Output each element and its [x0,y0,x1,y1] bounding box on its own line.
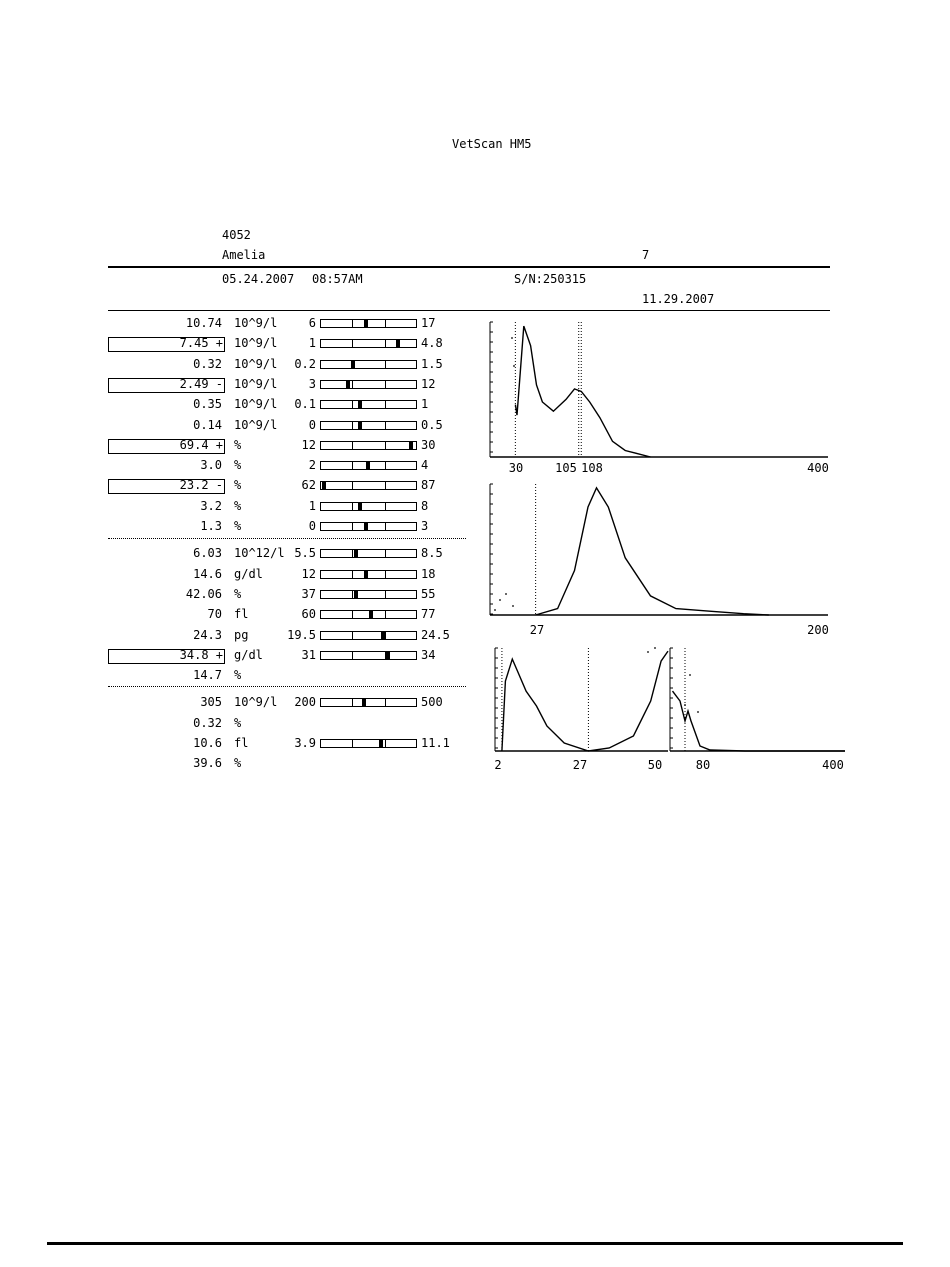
range-low: 12 [301,437,316,452]
result-unit: 10^9/l [234,417,278,432]
range-high: 12 [421,376,436,391]
result-unit: pg [234,627,249,642]
noise-dot [512,605,514,607]
noise-dot [697,711,699,713]
result-value: 34.8 + [179,647,223,662]
result-value: 10.6 [193,736,222,750]
serial-number: S/N:250315 [514,272,587,286]
result-unit: fl [234,736,249,750]
range-low: 3.9 [294,736,316,750]
x-tick-label: 200 [807,623,829,637]
x-tick-label: 400 [807,461,829,475]
range-low: 0 [308,519,316,533]
result-value: 2.49 - [179,376,223,391]
range-low: 12 [301,566,316,581]
result-value: 14.6 [193,566,222,581]
range-high: 8.5 [421,546,443,561]
result-value: 0.14 [193,417,222,432]
result-value: 3.2 [200,498,222,513]
range-low: 19.5 [287,627,316,642]
noise-dot [513,365,515,367]
result-value: 3.0 [200,458,222,473]
distribution-curve [515,326,650,457]
range-high: 1.5 [421,356,443,371]
x-tick-label: 108 [581,461,603,475]
range-high: 17 [421,316,436,330]
range-low: 6 [308,316,316,330]
result-value: 24.3 [193,627,222,642]
range-low: 1 [308,498,316,513]
noise-dot [505,593,507,595]
device-title: VetScan HM5 [452,137,532,151]
x-tick-label: 2 [494,758,502,772]
result-unit: 10^9/l [234,376,278,391]
result-value: 39.6 [193,756,222,771]
result-unit: % [234,519,242,533]
report-date: 05.24.2007 [222,272,295,286]
result-value: 23.2 - [179,478,223,493]
noise-dot [511,337,513,339]
range-high: 55 [421,586,436,601]
range-low: 0.1 [294,397,316,412]
range-high: 87 [421,478,436,493]
result-unit: % [234,437,242,452]
noise-dot [647,651,649,653]
range-high: 0.5 [421,417,443,432]
result-unit: 10^9/l [234,397,278,412]
range-low: 200 [294,695,316,710]
result-value: 7.45 + [179,336,223,351]
result-unit: % [234,478,242,493]
result-value: 6.03 [193,546,222,561]
range-high: 77 [421,607,436,622]
noise-dot [689,674,691,676]
range-high: 500 [421,695,443,710]
range-high: 24.5 [421,627,450,642]
distribution-curve [502,651,668,751]
result-unit: 10^9/l [234,316,278,330]
result-unit: % [234,756,242,771]
result-unit: % [234,715,242,730]
result-unit: 10^12/l [234,546,285,561]
footer-rule [47,1242,903,1245]
range-low: 60 [301,607,316,622]
result-unit: 10^9/l [234,336,278,351]
range-low: 5.5 [294,546,316,561]
patient-name: Amelia [222,248,266,262]
result-unit: % [234,458,242,473]
x-tick-label: 400 [822,758,844,772]
result-unit: fl [234,607,249,622]
x-tick-label: 80 [695,758,711,772]
result-unit: % [234,668,242,683]
range-low: 1 [308,336,316,351]
range-high: 1 [421,397,429,412]
result-unit: 10^9/l [234,695,278,710]
x-tick-label: 50 [647,758,663,772]
noise-dot [654,647,656,649]
patient-number: 7 [642,248,650,262]
range-low: 37 [301,586,316,601]
result-value: 14.7 [193,668,222,683]
result-value: 42.06 [185,586,222,601]
result-unit: % [234,498,242,513]
result-value: 1.3 [200,519,222,533]
second-date: 11.29.2007 [642,292,715,306]
result-value: 0.32 [193,715,222,730]
result-value: 0.32 [193,356,222,371]
range-high: 3 [421,519,429,533]
x-tick-label: 27 [572,758,588,772]
result-value: 70 [207,607,222,622]
noise-dot [499,599,501,601]
range-low: 2 [308,458,316,473]
range-high: 4 [421,458,429,473]
range-low: 0.2 [294,356,316,371]
range-high: 18 [421,566,436,581]
x-tick-label: 27 [529,623,545,637]
range-high: 34 [421,647,436,662]
result-value: 0.35 [193,397,222,412]
noise-dot [494,609,496,611]
range-low: 31 [301,647,316,662]
range-high: 4.8 [421,336,443,351]
range-high: 8 [421,498,429,513]
result-value: 10.74 [185,316,222,330]
result-unit: % [234,586,242,601]
noise-dot [684,704,686,706]
range-high: 30 [421,437,436,452]
report-time: 08:57AM [312,272,363,286]
range-low: 3 [308,376,316,391]
result-value: 305 [200,695,222,710]
range-low: 0 [308,417,316,432]
range-high: 11.1 [421,736,450,750]
x-tick-label: 30 [508,461,524,475]
result-unit: g/dl [234,566,263,581]
result-value: 69.4 + [179,437,223,452]
distribution-curve [536,488,769,615]
distribution-curve [673,691,846,751]
patient-id: 4052 [222,228,251,242]
x-tick-label: 105 [555,461,577,475]
range-low: 62 [301,478,316,493]
result-unit: 10^9/l [234,356,278,371]
result-unit: g/dl [234,647,263,662]
